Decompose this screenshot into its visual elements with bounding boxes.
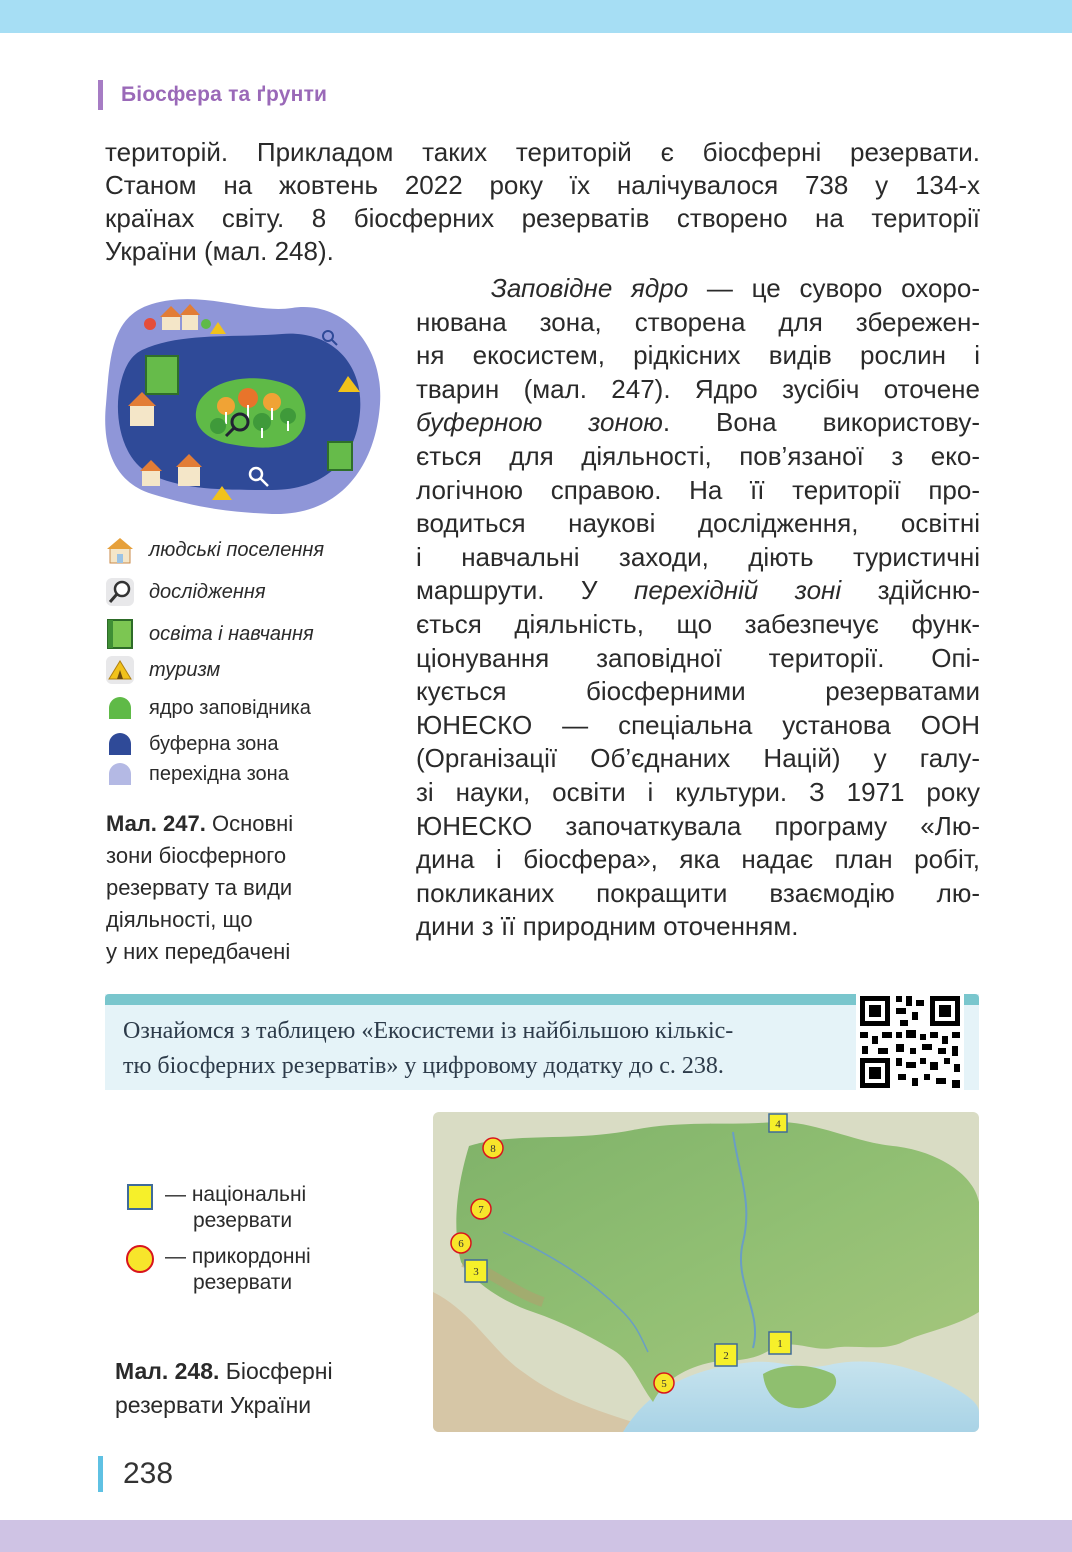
reserve-marker-2[interactable] xyxy=(715,1344,737,1366)
legend-item-tourism: туризм xyxy=(103,654,220,686)
svg-text:7: 7 xyxy=(478,1204,484,1216)
transition-zone-swatch xyxy=(103,758,137,790)
term-core-zone: Заповідне ядро xyxy=(490,273,689,303)
body-line: нювана зона, створена для збережен- xyxy=(416,306,980,337)
svg-text:1: 1 xyxy=(777,1338,783,1350)
body-line: ється діяльність, що забезпечує функ- xyxy=(416,608,980,639)
info-text: Ознайомся з таблицею «Екосистеми із найбільшою кількіс- тю біосферних резерватів» у цифровому додатку до с. 238. xyxy=(123,1018,734,1079)
reserve-marker-8[interactable] xyxy=(483,1138,503,1158)
page-number-accent xyxy=(98,1456,103,1492)
legend-item-transition: перехідна зона xyxy=(103,758,289,790)
qr-code[interactable] xyxy=(856,992,964,1092)
body-line: кується біосферними резерватами xyxy=(416,676,980,707)
tent-icon xyxy=(103,654,137,686)
body-line: зі науки, освіти і культури. З 1971 року xyxy=(416,776,980,807)
figure-248-caption: Мал. 248. Біосферні резервати України xyxy=(115,1358,333,1418)
body-line: тварин (мал. 247). Ядро зусібіч оточене xyxy=(416,373,980,404)
national-reserve-marker xyxy=(125,1182,155,1212)
header-accent-bar xyxy=(98,80,103,110)
legend-item-buffer: буферна зона xyxy=(103,728,278,760)
body-line: дини з її природним оточенням. xyxy=(416,911,799,942)
figure-label: Мал. 247. xyxy=(106,811,206,836)
svg-text:2: 2 xyxy=(723,1350,729,1362)
intro-line: країнах світу. 8 біосферних резерватів створено на території xyxy=(105,203,980,233)
reserve-marker-6[interactable] xyxy=(451,1233,471,1253)
reserve-marker-4[interactable] xyxy=(769,1114,787,1132)
house-icon xyxy=(103,534,137,566)
body-line: водиться наукові дослідження, освітні xyxy=(416,508,980,539)
figure-label: Мал. 248. xyxy=(115,1358,220,1384)
section-title: Біосфера та ґрунти xyxy=(121,83,328,106)
reserve-zones-illustration xyxy=(102,294,384,518)
body-line: дина і біосфера», яка надає план робіт, xyxy=(416,844,980,875)
body-line: ється для діяльності, пов’язаної з еко- xyxy=(416,440,980,471)
reserve-marker-1[interactable] xyxy=(769,1332,791,1354)
term-transition-zone: перехідній зоні xyxy=(634,575,842,606)
reserve-marker-3[interactable] xyxy=(465,1260,487,1282)
legend-item-settlements: людські поселення xyxy=(103,534,324,566)
body-line: ЮНЕСКО — спеціальна установа ООН xyxy=(416,709,980,740)
svg-text:4: 4 xyxy=(775,1118,781,1131)
figure-247-caption: Мал. 247. Основні зони біосферного резервату та види діяльності, що у них передбачені xyxy=(106,811,294,964)
body-line: Заповідне ядро — це суворо охоро- xyxy=(490,273,980,303)
intro-line: Станом на жовтень 2022 року їх налічувалося 738 у 134-х xyxy=(105,170,980,200)
border-reserve-marker xyxy=(125,1244,155,1274)
page-number: 238 xyxy=(98,1456,173,1492)
legend-item-national: — національні резервати xyxy=(125,1182,306,1234)
magnifier-icon xyxy=(103,576,137,608)
info-box-accent xyxy=(105,994,979,1005)
body-line: буферною зоною. Вона використову- xyxy=(416,407,980,438)
body-line: і навчальні заходи, діють туристичні xyxy=(416,541,980,572)
core-zone-swatch xyxy=(103,692,137,724)
body-line: (Організації Об’єднаних Націй) у галу- xyxy=(416,743,980,774)
body-line: ЮНЕСКО започаткувала програму «Лю- xyxy=(416,810,980,841)
section-header xyxy=(98,80,327,110)
buffer-zone-swatch xyxy=(103,728,137,760)
digital-supplement-box xyxy=(105,994,979,1090)
top-color-band xyxy=(0,0,1072,33)
intro-line: територій. Прикладом таких територій є біосферні резервати. xyxy=(105,137,980,167)
legend-item-research: дослідження xyxy=(103,576,266,608)
legend-item-border: — прикордонні резервати xyxy=(125,1244,311,1296)
intro-paragraph xyxy=(105,136,980,268)
body-paragraph xyxy=(416,272,980,944)
svg-text:5: 5 xyxy=(661,1378,667,1390)
svg-text:6: 6 xyxy=(458,1238,464,1250)
bottom-color-band xyxy=(0,1520,1072,1552)
body-line: покликаних покращити взаємодію лю- xyxy=(416,877,980,908)
intro-line: України (мал. 248). xyxy=(105,236,334,266)
body-line: маршрути. У перехідній зоні здійсню- xyxy=(416,575,980,606)
ukraine-reserves-map xyxy=(433,1112,979,1432)
svg-text:3: 3 xyxy=(473,1266,479,1278)
term-buffer-zone: буферною зоною xyxy=(416,407,663,438)
reserve-marker-7[interactable] xyxy=(471,1199,491,1219)
legend-item-education: освіта і навчання xyxy=(103,618,314,650)
legend-item-core: ядро заповідника xyxy=(103,692,311,724)
svg-text:8: 8 xyxy=(490,1143,496,1155)
body-line: логічною справою. На її території про- xyxy=(416,474,980,505)
body-line: ня екосистем, рідкісних видів рослин і xyxy=(416,340,980,371)
reserve-marker-5[interactable] xyxy=(654,1373,674,1393)
body-line: ціонування заповідної території. Опі- xyxy=(416,642,980,673)
book-icon xyxy=(103,618,137,650)
